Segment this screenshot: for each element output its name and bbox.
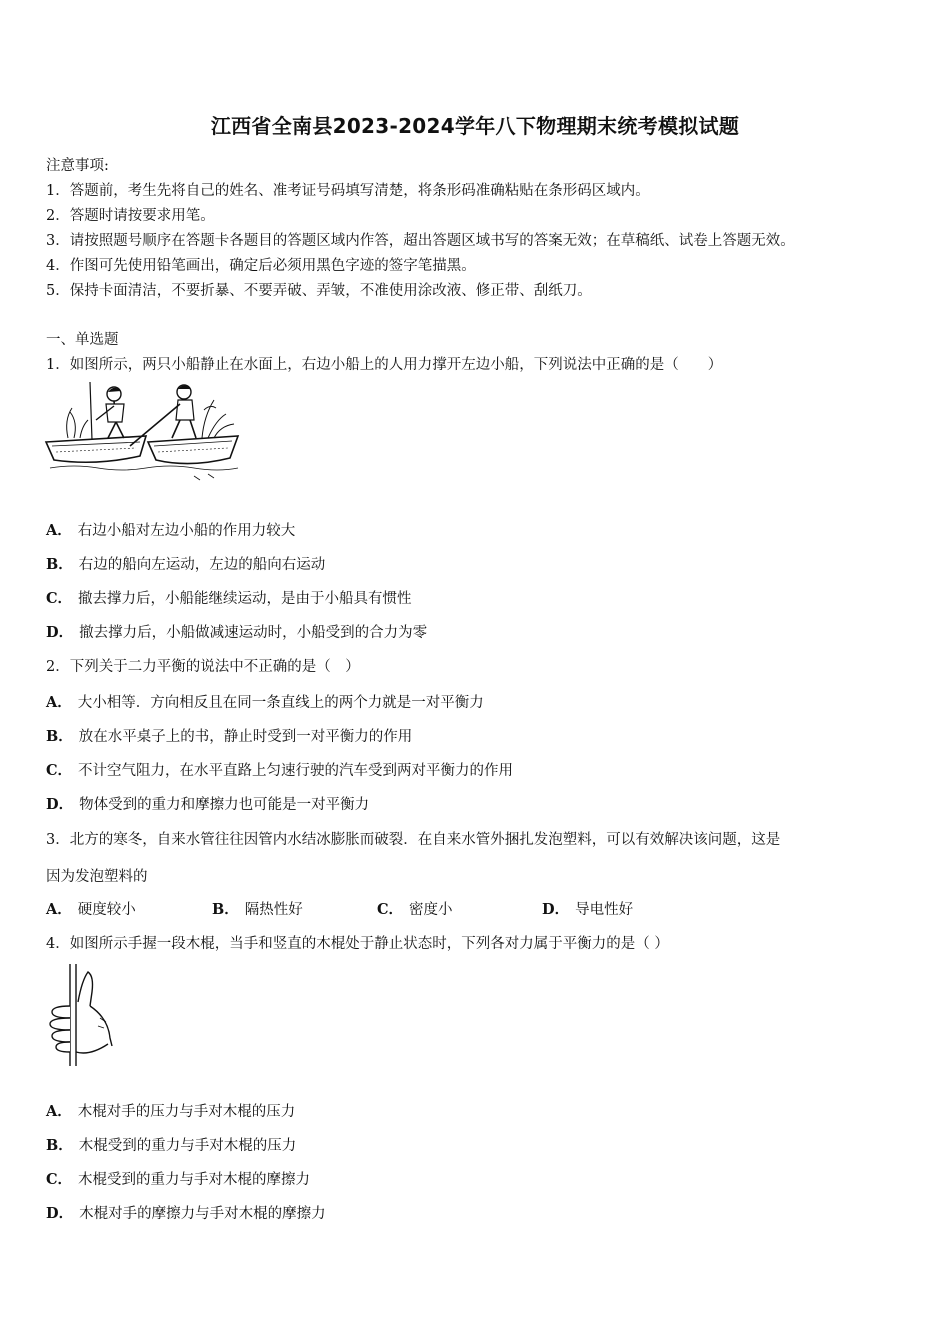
- question-4-option-c: C． 木棍受到的重力与手对木棍的摩擦力: [46, 1171, 311, 1188]
- notice-item: 1．答题前，考生先将自己的姓名、准考证号码填写清楚，将条形码准确粘贴在条形码区域内。: [46, 183, 650, 199]
- question-4-option-a: A． 木棍对手的压力与手对木棍的压力: [46, 1103, 296, 1120]
- boats-figure: [44, 380, 240, 484]
- section-heading: 一、单选题: [46, 332, 119, 348]
- notice-item: 5．保持卡面清洁，不要折暴、不要弄破、弄皱，不准使用涂改液、修正带、刮纸刀。: [46, 283, 592, 299]
- question-1-option-d: D． 撤去撑力后，小船做减速运动时，小船受到的合力为零: [46, 624, 428, 641]
- question-3-option-c: C． 密度小: [377, 901, 453, 918]
- notice-item: 3．请按照题号顺序在答题卡各题目的答题区域内作答，超出答题区域书写的答案无效；在草稿纸、试卷上答题无效。: [46, 233, 795, 249]
- page-title: 江西省全南县2023-2024学年八下物理期末统考模拟试题: [210, 114, 740, 138]
- question-1-option-b: B． 右边的船向左运动，左边的船向右运动: [46, 556, 326, 573]
- question-2-option-d: D． 物体受到的重力和摩擦力也可能是一对平衡力: [46, 796, 370, 813]
- question-3-option-d: D． 导电性好: [542, 901, 634, 918]
- question-3-stem: 3．北方的寒冬，自来水管往往因管内水结冰膨胀而破裂．在自来水管外捆扎发泡塑料，可以有效解决该问题，这是: [46, 832, 781, 848]
- notice-item: 4．作图可先使用铅笔画出，确定后必须用黑色字迹的签字笔描黑。: [46, 258, 476, 274]
- question-3-option-b: B． 隔热性好: [212, 901, 303, 918]
- question-2-stem: 2．下列关于二力平衡的说法中不正确的是（ ）: [46, 659, 360, 675]
- question-3-option-a: A． 硬度较小: [46, 901, 136, 918]
- question-2-option-b: B． 放在水平桌子上的书，静止时受到一对平衡力的作用: [46, 728, 413, 745]
- question-3-stem-continued: 因为发泡塑料的: [46, 869, 148, 885]
- question-4-option-b: B． 木棍受到的重力与手对木棍的压力: [46, 1137, 297, 1154]
- question-1-stem: 1．如图所示，两只小船静止在水面上，右边小船上的人用力撑开左边小船，下列说法中正确的是（ ）: [46, 357, 723, 373]
- question-2-option-a: A． 大小相等．方向相反且在同一条直线上的两个力就是一对平衡力: [46, 694, 484, 711]
- question-3-options: [46, 898, 906, 918]
- question-1-option-a: A． 右边小船对左边小船的作用力较大: [46, 522, 296, 539]
- hand-stick-figure: [44, 962, 116, 1068]
- notice-heading: 注意事项:: [46, 158, 109, 174]
- question-2-option-c: C． 不计空气阻力，在水平直路上匀速行驶的汽车受到两对平衡力的作用: [46, 762, 514, 779]
- question-1-option-c: C． 撤去撑力后，小船能继续运动，是由于小船具有惯性: [46, 590, 412, 607]
- notice-item: 2．答题时请按要求用笔。: [46, 208, 215, 224]
- question-4-option-d: D． 木棍对手的摩擦力与手对木棍的摩擦力: [46, 1205, 326, 1222]
- question-4-stem: 4．如图所示手握一段木棍，当手和竖直的木棍处于静止状态时，下列各对力属于平衡力的是（ ）: [46, 936, 669, 952]
